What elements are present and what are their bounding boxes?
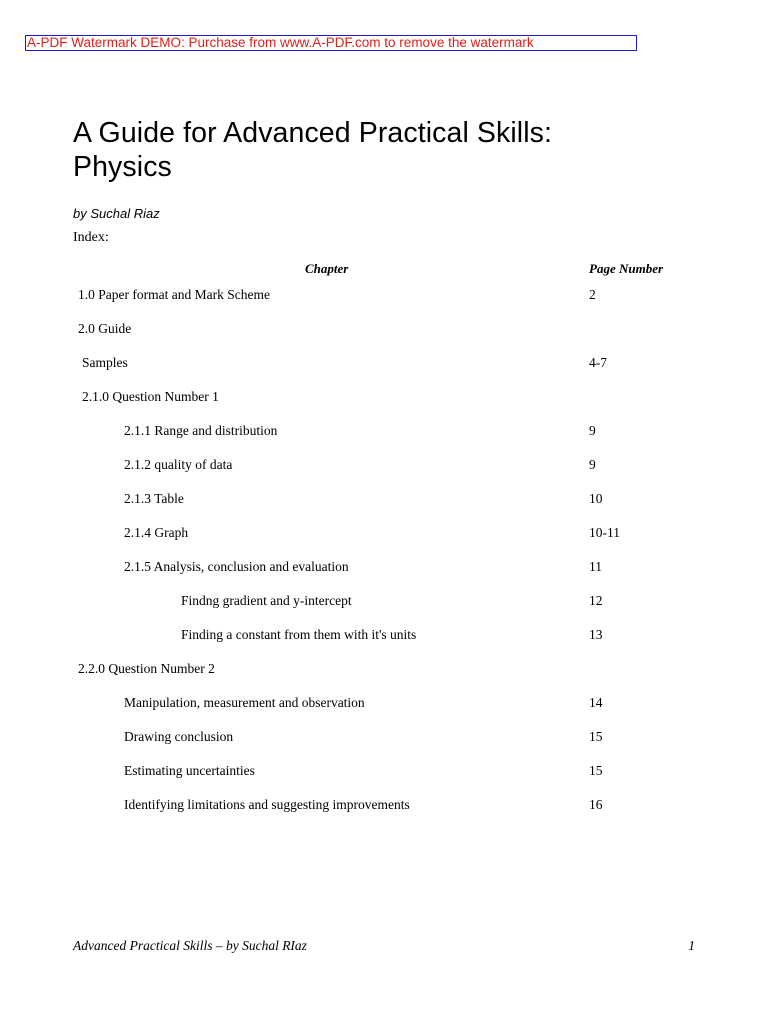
toc-row: [0, 457, 768, 491]
title-line-2: Physics: [73, 151, 172, 183]
footer-text: Advanced Practical Skills – by Suchal RIaz: [73, 938, 307, 953]
toc-row: [0, 661, 768, 695]
toc-chapter: Manipulation, measurement and observation: [124, 695, 365, 710]
toc-chapter: 2.1.2 quality of data: [124, 457, 233, 472]
toc-chapter: 2.1.0 Question Number 1: [82, 389, 219, 404]
toc-page-number: 11: [589, 559, 602, 574]
toc-chapter: Identifying limitations and suggesting improvements: [124, 797, 410, 812]
toc-chapter: Drawing conclusion: [124, 729, 234, 744]
author-byline: by Suchal Riaz: [73, 206, 160, 221]
toc-row: [0, 729, 768, 763]
toc-page-number: 12: [589, 593, 603, 608]
index-label: Index:: [73, 230, 109, 245]
toc-row: [0, 695, 768, 729]
toc-row: [0, 491, 768, 525]
toc-chapter: Samples: [82, 355, 128, 370]
toc-page-number: 16: [589, 797, 603, 812]
toc-row: [0, 593, 768, 627]
toc-page-number: 10-11: [589, 525, 620, 540]
toc-row: [0, 627, 768, 661]
toc-row: [0, 423, 768, 457]
toc-page-number: 15: [589, 729, 603, 744]
toc-chapter: 2.1.1 Range and distribution: [124, 423, 278, 438]
toc-page-number: 9: [589, 457, 596, 472]
watermark-text: A-PDF Watermark DEMO: Purchase from www.A-PDF.com to remove the watermark: [27, 35, 534, 50]
toc-header-page: Page Number: [589, 261, 664, 276]
toc-page-number: 13: [589, 627, 603, 642]
toc-row: [0, 389, 768, 423]
page-footer: [73, 938, 695, 954]
toc-page-number: 9: [589, 423, 596, 438]
toc-chapter: 2.2.0 Question Number 2: [78, 661, 215, 676]
toc-row: [0, 287, 768, 321]
toc-page-number: 14: [589, 695, 603, 710]
document-title: [73, 116, 713, 184]
toc-chapter: 2.1.4 Graph: [124, 525, 189, 540]
footer-page-number: 1: [688, 938, 695, 953]
toc-row: [0, 321, 768, 355]
toc-row: [0, 559, 768, 593]
toc-row: [0, 763, 768, 797]
toc-page-number: 4-7: [589, 355, 607, 370]
toc-chapter: Finding a constant from them with it's units: [181, 627, 417, 642]
toc-chapter: Findng gradient and y-intercept: [181, 593, 352, 608]
toc-page-number: 15: [589, 763, 603, 778]
toc-chapter: 2.1.3 Table: [124, 491, 184, 506]
toc-chapter: Estimating uncertainties: [124, 763, 255, 778]
toc-header-chapter: Chapter: [305, 261, 349, 276]
toc-chapter: 2.0 Guide: [78, 321, 132, 336]
toc-chapter: 1.0 Paper format and Mark Scheme: [78, 287, 270, 302]
watermark-banner: [25, 35, 637, 51]
toc-page-number: 2: [589, 287, 596, 302]
toc-page-number: 10: [589, 491, 603, 506]
toc-chapter: 2.1.5 Analysis, conclusion and evaluation: [124, 559, 349, 574]
toc-row: [0, 355, 768, 389]
table-of-contents: [0, 287, 768, 831]
toc-row: [0, 797, 768, 831]
toc-row: [0, 525, 768, 559]
title-line-1: A Guide for Advanced Practical Skills:: [73, 117, 553, 149]
